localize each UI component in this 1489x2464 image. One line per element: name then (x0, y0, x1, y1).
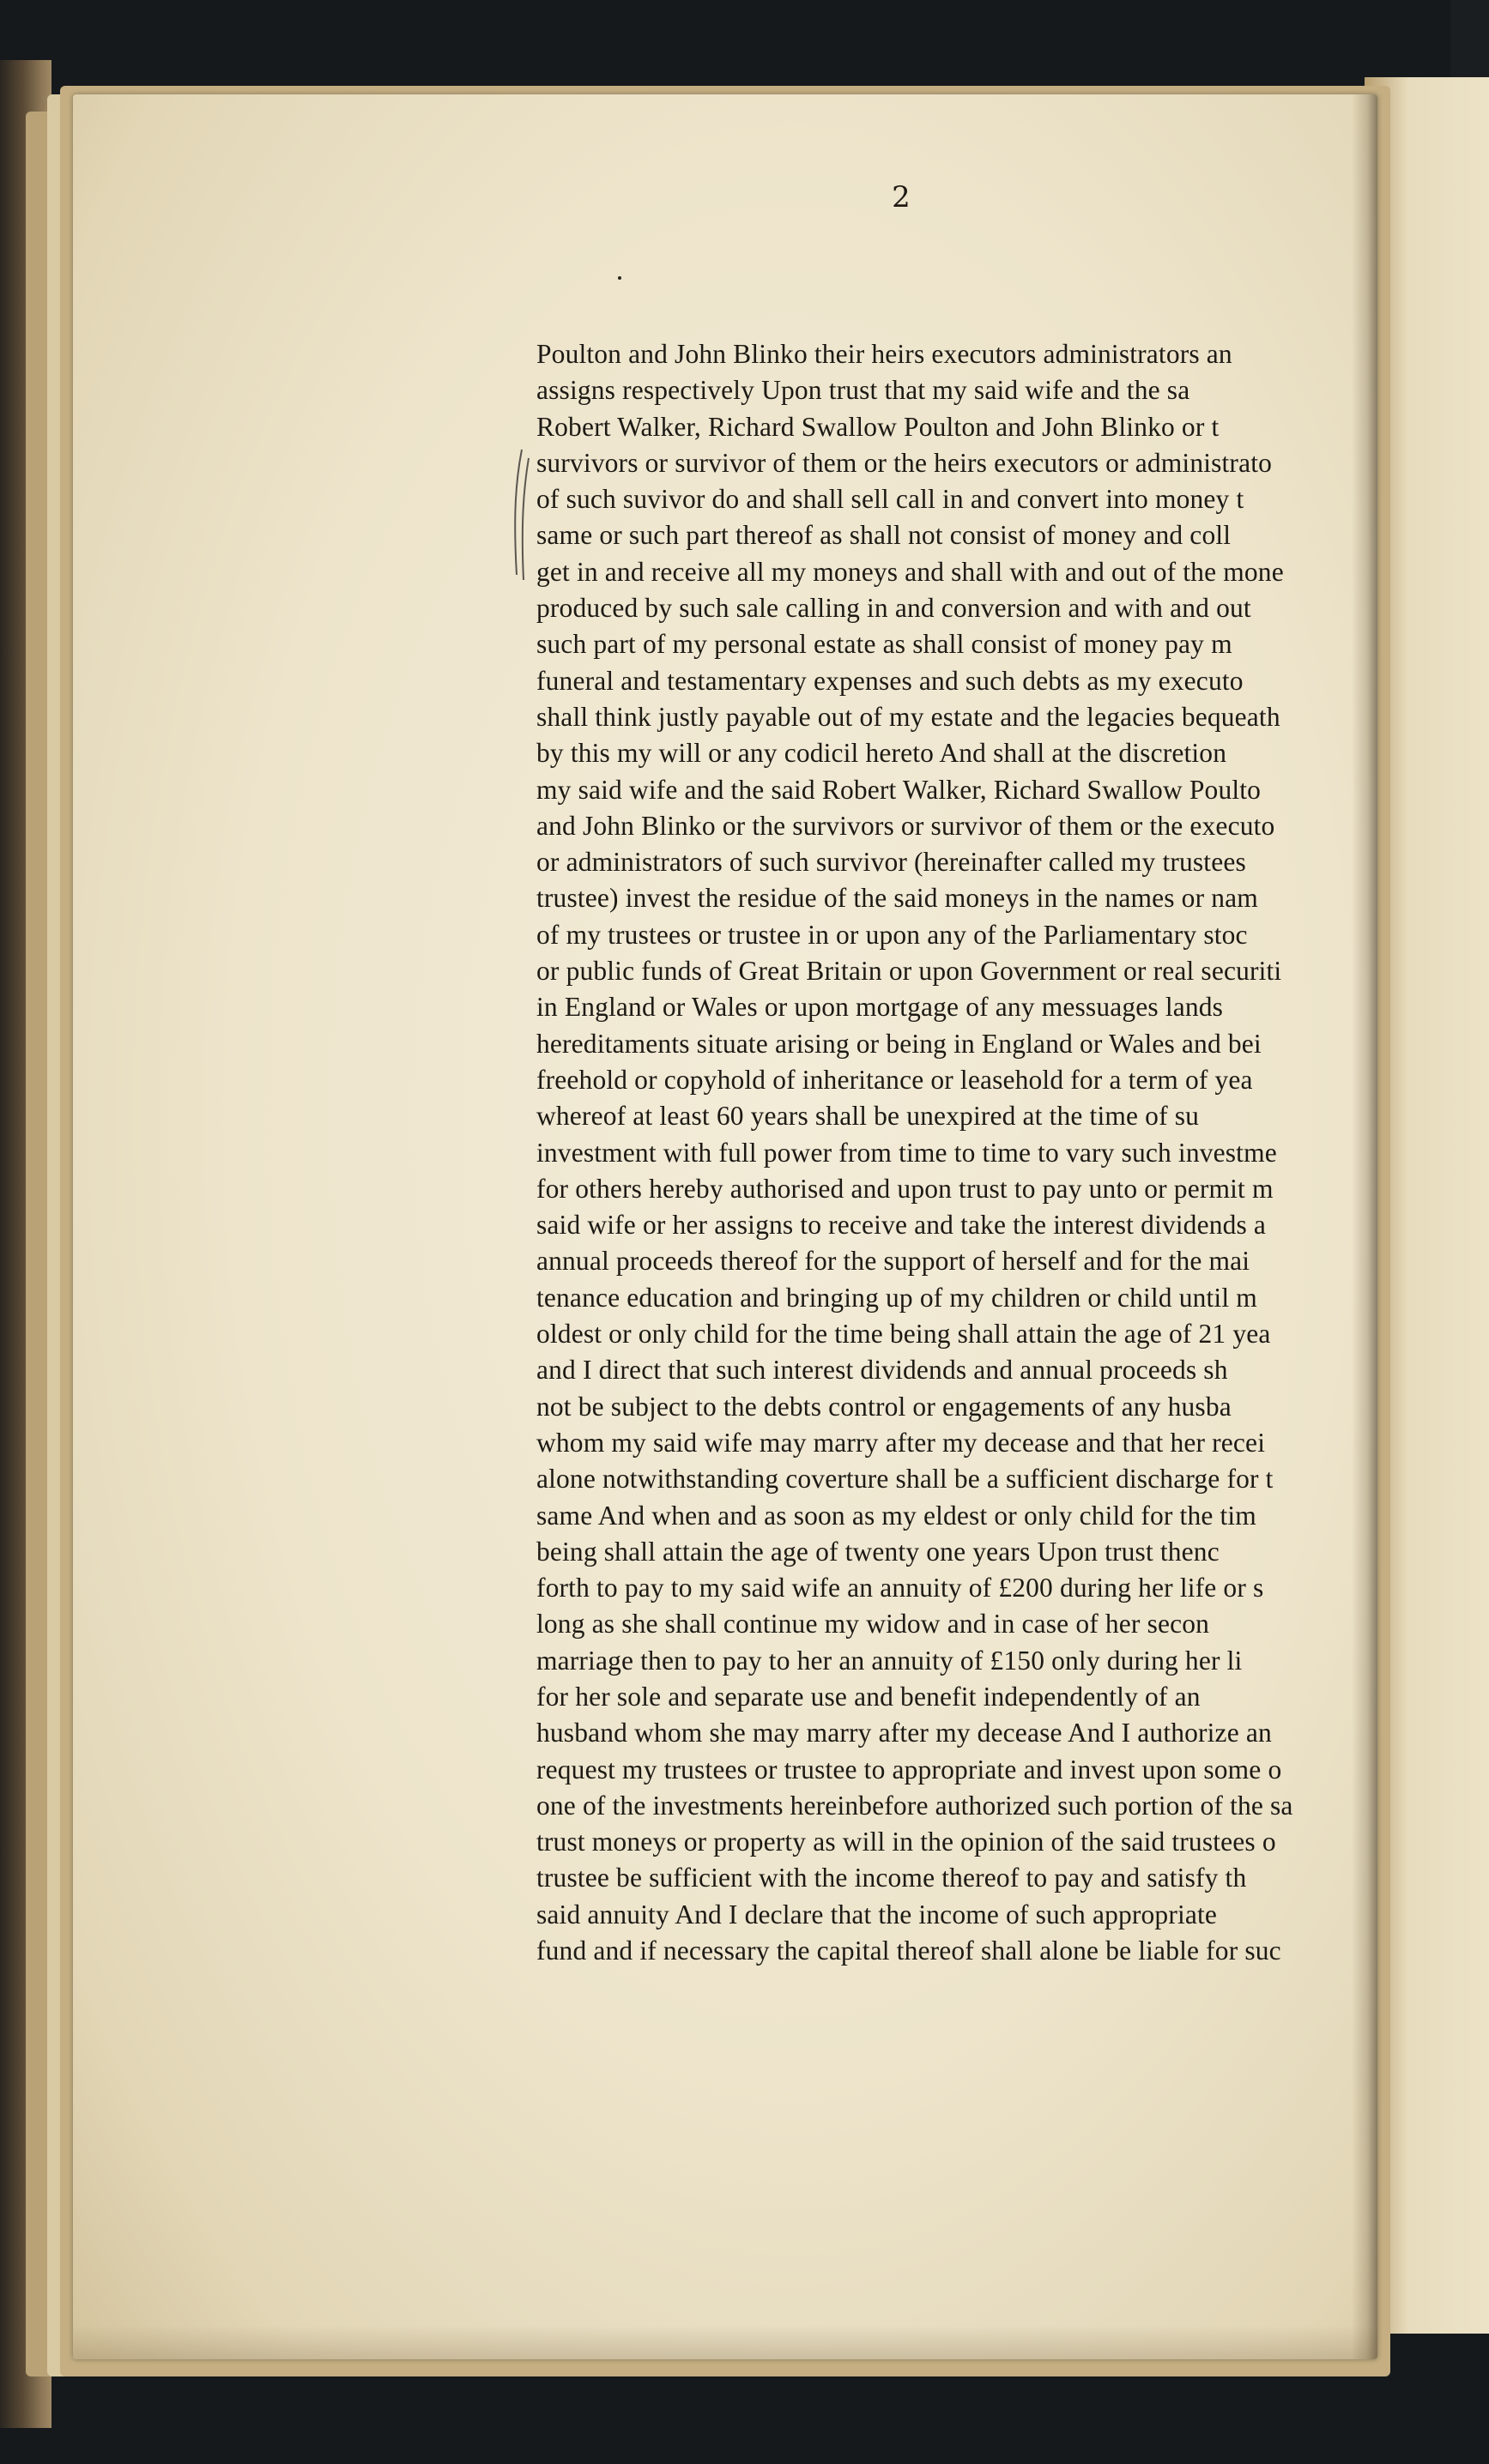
text-line: same And when and as soon as my eldest or only child for the tim (536, 1500, 1256, 1531)
text-line: Poulton and John Blinko their heirs executors administrators an (536, 339, 1232, 369)
text-line: survivors or survivor of them or the heirs executors or administrato (536, 447, 1273, 478)
text-line: annual proceeds thereof for the support of herself and for the mai (536, 1246, 1250, 1277)
page-number: 2 (892, 180, 911, 214)
text-line: produced by such sale calling in and conversion and with and out (536, 593, 1251, 624)
text-line: marriage then to pay to her an annuity of £150 only during her li (536, 1645, 1243, 1676)
text-line: long as she shall continue my widow and in case of her secon (536, 1609, 1210, 1640)
text-line: for her sole and separate use and benefit independently of an (536, 1681, 1201, 1712)
text-line: oldest or only child for the time being shall attain the age of 21 yea (536, 1319, 1271, 1350)
will-text (536, 336, 1377, 1966)
text-line: my said wife and the said Robert Walker, Richard Swallow Poulto (536, 774, 1262, 805)
page-bottom-shadow (73, 2325, 1377, 2359)
text-line: said wife or her assigns to receive and take the interest dividends a (536, 1210, 1267, 1241)
text-line: being shall attain the age of twenty one years Upon trust thenc (536, 1536, 1220, 1567)
text-line: for others hereby authorised and upon trust to pay unto or permit m (536, 1173, 1274, 1204)
text-line: same or such part thereof as shall not consist of money and coll (536, 520, 1232, 551)
text-line: freehold or copyhold of inheritance or leasehold for a term of yea (536, 1064, 1253, 1095)
text-line: whereof at least 60 years shall be unexpired at the time of su (536, 1101, 1200, 1132)
text-line: of my trustees or trustee in or upon any of the Parliamentary stoc (536, 919, 1248, 950)
pencil-margin-mark (508, 446, 534, 583)
text-line: in England or Wales or upon mortgage of any messuages lands (536, 992, 1224, 1023)
text-line: such part of my personal estate as shall consist of money pay m (536, 629, 1232, 660)
text-line: funeral and testamentary expenses and such debts as my executo (536, 665, 1244, 696)
text-line: or public funds of Great Britain or upon Government or real securiti (536, 956, 1282, 987)
text-line: of such suvivor do and shall sell call in and convert into money t (536, 484, 1244, 515)
text-line: and I direct that such interest dividends and annual proceeds sh (536, 1355, 1228, 1386)
text-line: fund and if necessary the capital thereof shall alone be liable for suc (536, 1936, 1281, 1966)
text-line: forth to pay to my said wife an annuity of £200 during her life or s (536, 1573, 1264, 1603)
text-line: said annuity And I declare that the income of such appropriate (536, 1899, 1218, 1930)
text-line: hereditaments situate arising or being in England or Wales and bei (536, 1028, 1262, 1059)
text-line: and John Blinko or the survivors or survivor of them or the executo (536, 810, 1275, 841)
text-line: tenance education and bringing up of my children or child until m (536, 1282, 1257, 1313)
text-line: request my trustees or trustee to appropriate and invest upon some o (536, 1754, 1282, 1785)
text-line: trustee be sufficient with the income thereof to pay and satisfy th (536, 1863, 1247, 1893)
text-line: trust moneys or property as will in the opinion of the said trustees o (536, 1827, 1276, 1857)
text-line: trustee) invest the residue of the said moneys in the names or nam (536, 883, 1258, 914)
text-line: Robert Walker, Richard Swallow Poulton and John Blinko or t (536, 411, 1220, 442)
text-line: assigns respectively Upon trust that my said wife and the sa (536, 375, 1190, 406)
text-line: husband whom she may marry after my decease And I authorize an (536, 1718, 1272, 1748)
text-line: whom my said wife may marry after my decease and that her recei (536, 1427, 1266, 1458)
text-line: by this my will or any codicil hereto And shall at the discretion (536, 738, 1227, 769)
ink-speck (618, 276, 621, 280)
text-line: alone notwithstanding coverture shall be a sufficient discharge for t (536, 1464, 1274, 1495)
text-line: investment with full power from time to time to vary such investme (536, 1137, 1277, 1168)
text-line: get in and receive all my moneys and shall with and out of the mone (536, 556, 1284, 587)
text-line: one of the investments hereinbefore authorized such portion of the sa (536, 1790, 1293, 1821)
text-line: or administrators of such survivor (hereinafter called my trustees (536, 847, 1246, 878)
text-line: not be subject to the debts control or engagements of any husba (536, 1391, 1232, 1422)
text-line: shall think justly payable out of my estate and the legacies bequeath (536, 701, 1280, 732)
